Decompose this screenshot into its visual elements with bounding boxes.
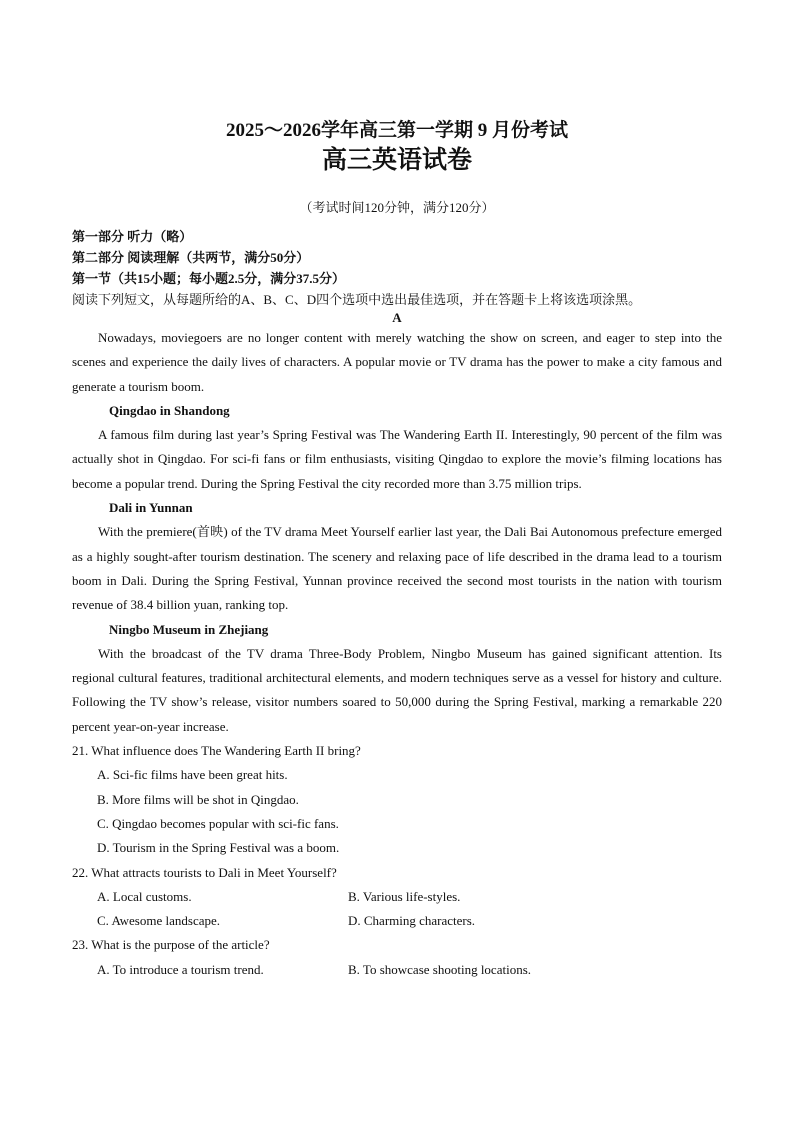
- part1-heading: 第一部分 听力（略）: [72, 229, 193, 244]
- question-22-option-a: A. Local customs.: [97, 888, 192, 904]
- block-text-dali: With the premiere(首映) of the TV drama Meet Yourself earlier last year, the Dali Bai Autonomous prefecture emerged as a highly sought-after tourism destination. The scenery and relaxing pace of life described in the drama lead to a tourism boom in Dali. During the Spring Festival, Yunnan province received the second most tourists in the nation with tourism revenue of 38.4 billion yuan, ranking top.: [72, 524, 722, 613]
- exam-info: （考试时间120分钟，满分120分）: [299, 200, 495, 215]
- passage-intro: Nowadays, moviegoers are no longer content with merely watching the show on screen, and eager to step into the scenes and experience the daily lives of characters. A popular movie or TV drama has the power to make a city famous and generate a tourism boom.: [72, 330, 722, 394]
- paper-title: 高三英语试卷: [321, 145, 472, 174]
- passage-label: A: [392, 310, 402, 325]
- block-heading-dali: Dali in Yunnan: [109, 500, 193, 516]
- part2-heading: 第二部分 阅读理解（共两节，满分50分）: [72, 250, 310, 265]
- question-22-options-row-1: [72, 885, 722, 909]
- question-22-stem: 22. What attracts tourists to Dali in Meet Yourself?: [72, 864, 337, 880]
- block-text-qingdao: A famous film during last year’s Spring Festival was The Wandering Earth II. Interestingly, 90 percent of the film was actually shot in Qingdao. For sci-fi fans or film enthusiasts, visiting Qingdao to explore the movie’s filming locations has become a popular trend. During the Spring Festival the city recorded more than 3.75 million trips.: [72, 427, 722, 491]
- question-21-option-c: C. Qingdao becomes popular with sci-fic fans.: [97, 815, 339, 831]
- question-21-option-a: A. Sci-fic films have been great hits.: [97, 767, 288, 783]
- exam-line: 2025～2026学年高三第一学期 9 月份考试: [225, 120, 568, 141]
- question-23-option-b: B. To showcase shooting locations.: [348, 961, 532, 977]
- block-heading-ningbo: Ningbo Museum in Zhejiang: [109, 621, 269, 637]
- block-text-ningbo: With the broadcast of the TV drama Three-Body Problem, Ningbo Museum has gained significant attention. Its regional cultural features, traditional architectural elements, and modern techniques serve as a vessel for history and culture. Following the TV show’s release, visitor numbers soared to 50,000 during the Spring Festival, marking a remarkable 220 percent year-on-year increase.: [72, 645, 722, 734]
- block-heading-qingdao: Qingdao in Shandong: [109, 402, 230, 418]
- question-22-option-c: C. Awesome landscape.: [97, 913, 220, 929]
- question-21-option-d: D. Tourism in the Spring Festival was a boom.: [97, 840, 340, 856]
- section1-heading: 第一节（共15小题；每小题2.5分，满分37.5分）: [72, 271, 346, 286]
- question-23-options-row-1: [72, 958, 722, 982]
- question-22-options-row-2: [72, 909, 722, 933]
- question-21-stem: 21. What influence does The Wandering Earth II bring?: [72, 743, 361, 759]
- question-23-stem: 23. What is the purpose of the article?: [72, 937, 270, 953]
- instructions: 阅读下列短文，从每题所给的A、B、C、D四个选项中选出最佳选项，并在答题卡上将该选项涂黑。: [72, 292, 642, 307]
- question-21-option-b: B. More films will be shot in Qingdao.: [97, 791, 299, 807]
- question-23-option-a: A. To introduce a tourism trend.: [97, 961, 264, 977]
- question-22-option-d: D. Charming characters.: [348, 913, 476, 929]
- exam-page: [72, 118, 722, 982]
- question-22-option-b: B. Various life-styles.: [348, 888, 461, 904]
